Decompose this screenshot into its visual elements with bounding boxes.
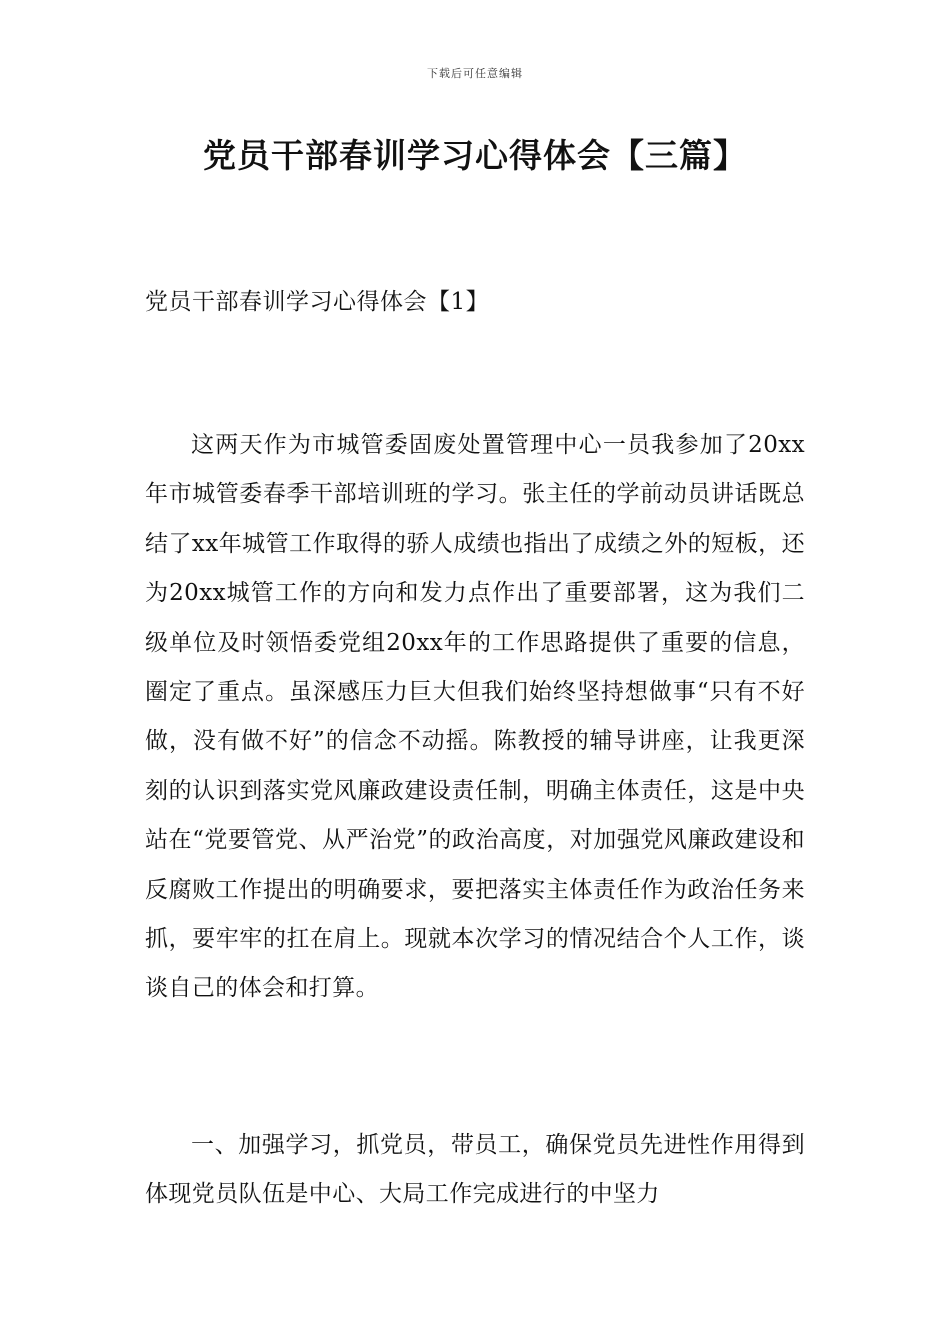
document-title: 党员干部春训学习心得体会【三篇】 (203, 136, 747, 175)
section-heading: 党员干部春训学习心得体会【1】 (145, 289, 490, 315)
body-paragraph-2: 一、加强学习，抓党员，带员工，确保党员先进性作用得到体现党员队伍是中心、大局工作完成进行的中坚力 (145, 1132, 805, 1208)
header-note: 下载后可任意编辑 (427, 67, 523, 80)
body-paragraph-1: 这两天作为市城管委固废处置管理中心一员我参加了20xx年市城管委春季干部培训班的学习。张主任的学前动员讲话既总结了xx年城管工作取得的骄人成绩也指出了成绩之外的短板，还为20xx城管工作的方向和发力点作出了重要部署，这为我们二级单位及时领悟委党组20xx年的工作思路提供了重要的信息，圈定了重点。虽深感压力巨大但我们始终坚持想做事“只有不好做，没有做不好”的信念不动摇。陈教授的辅导讲座，让我更深刻的认识到落实党风廉政建设责任制，明确主体责任，这是中央站在“党要管党、从严治党”的政治高度，对加强党风廉政建设和反腐败工作提出的明确要求，要把落实主体责任作为政治任务来抓，要牢牢的扛在肩上。现就本次学习的情况结合个人工作，谈谈自己的体会和打算。 (145, 432, 805, 1002)
